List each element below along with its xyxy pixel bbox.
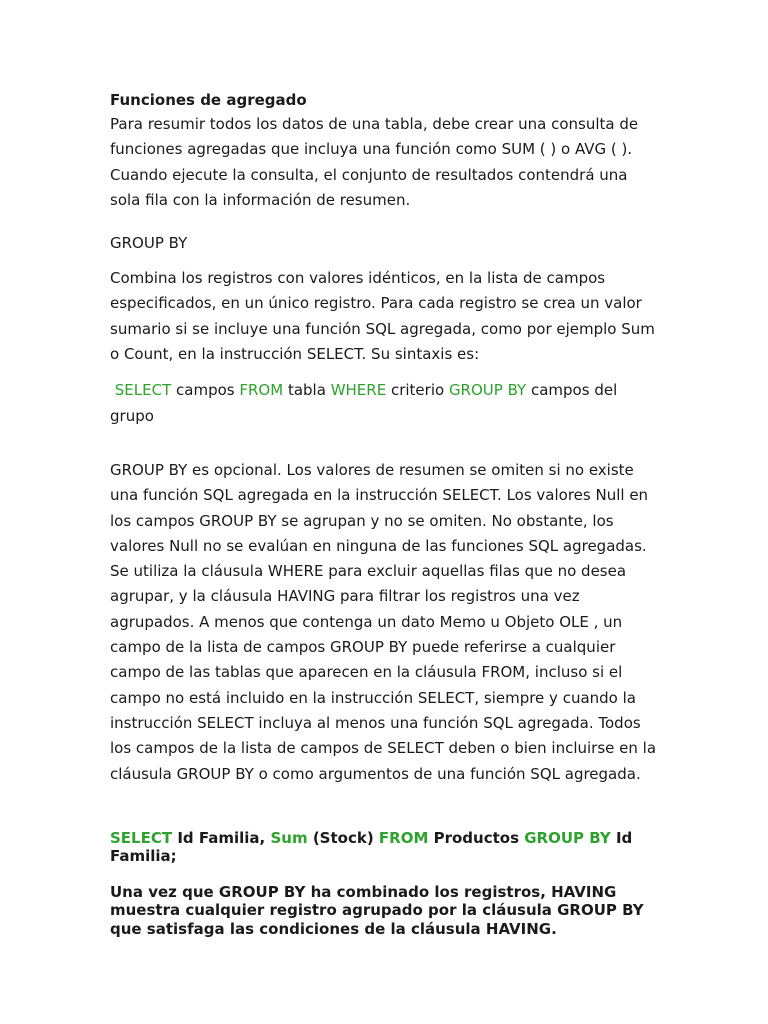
group-by-optional-paragraph: GROUP BY es opcional. Los valores de resumen se omiten si no existe una función SQL agregada en la instrucción SELECT. Los valores Null en los campos GROUP BY se agrupan y no se omiten. No obstante, los valores Null no se evalúan en ninguna de las funciones SQL agregadas. (110, 460, 649, 555)
keyword-select: SELECT (110, 828, 173, 847)
keyword-sum: Sum (270, 828, 308, 847)
keyword-from: FROM (378, 828, 429, 847)
having-paragraph: Una vez que GROUP BY ha combinado los registros, HAVING muestra cualquier registro agrupado por la cláusula GROUP BY que satisfaga las condiciones de la cláusula HAVING. (110, 882, 644, 938)
keyword-from: FROM (239, 381, 284, 400)
example-text: Productos (428, 828, 525, 847)
aggregate-functions-paragraph: Para resumir todos los datos de una tabla, debe crear una consulta de funciones agregadas que incluya una función como SUM ( ) o AVG ( ). Cuando ejecute la consulta, el conjunto de resultados contendrá una sola fila con la información de resumen. (110, 115, 639, 209)
syntax-line (110, 378, 660, 429)
keyword-where: WHERE (330, 381, 387, 400)
group-by-heading: GROUP BY (110, 234, 188, 253)
syntax-text: criterio (386, 381, 449, 400)
syntax-text: campos del grupo (110, 381, 618, 425)
keyword-group-by: GROUP BY (524, 828, 611, 847)
example-text: (Stock) (307, 828, 379, 847)
document-page (110, 88, 660, 938)
where-having-paragraph: Se utiliza la cláusula WHERE para excluir aquellas filas que no desea agrupar, y la cláusula HAVING para filtrar los registros una vez agrupados. A menos que contenga un dato Memo u Objeto OLE , un campo de la lista de campos GROUP BY puede referirse a cualquier campo de las tablas que aparecen en la cláusula FROM, incluso si el campo no está incluido en la instrucción SELECT, siempre y cuando la instrucción SELECT incluya al menos una función SQL agregada. Todos los campos de la lista de campos de SELECT deben o bien incluirse en la cláusula GROUP BY o como argumentos de una función SQL agregada. (110, 562, 657, 783)
example-text: Id Familia, (172, 828, 271, 847)
keyword-group-by: GROUP BY (448, 381, 527, 400)
example-text: Id Familia; (110, 828, 633, 866)
group-by-paragraph: Combina los registros con valores idénticos, en la lista de campos especificados, en un único registro. Para cada registro se crea un valor sumario si se incluye una función SQL agregada, como por ejemplo Sum o Count, en la instrucción SELECT. Su sintaxis es: (110, 269, 655, 364)
syntax-text: tabla (283, 381, 331, 400)
example-query (110, 829, 660, 866)
aggregate-functions-heading: Funciones de agregado (110, 91, 307, 109)
keyword-select: SELECT (114, 381, 172, 400)
syntax-text: campos (171, 381, 240, 400)
